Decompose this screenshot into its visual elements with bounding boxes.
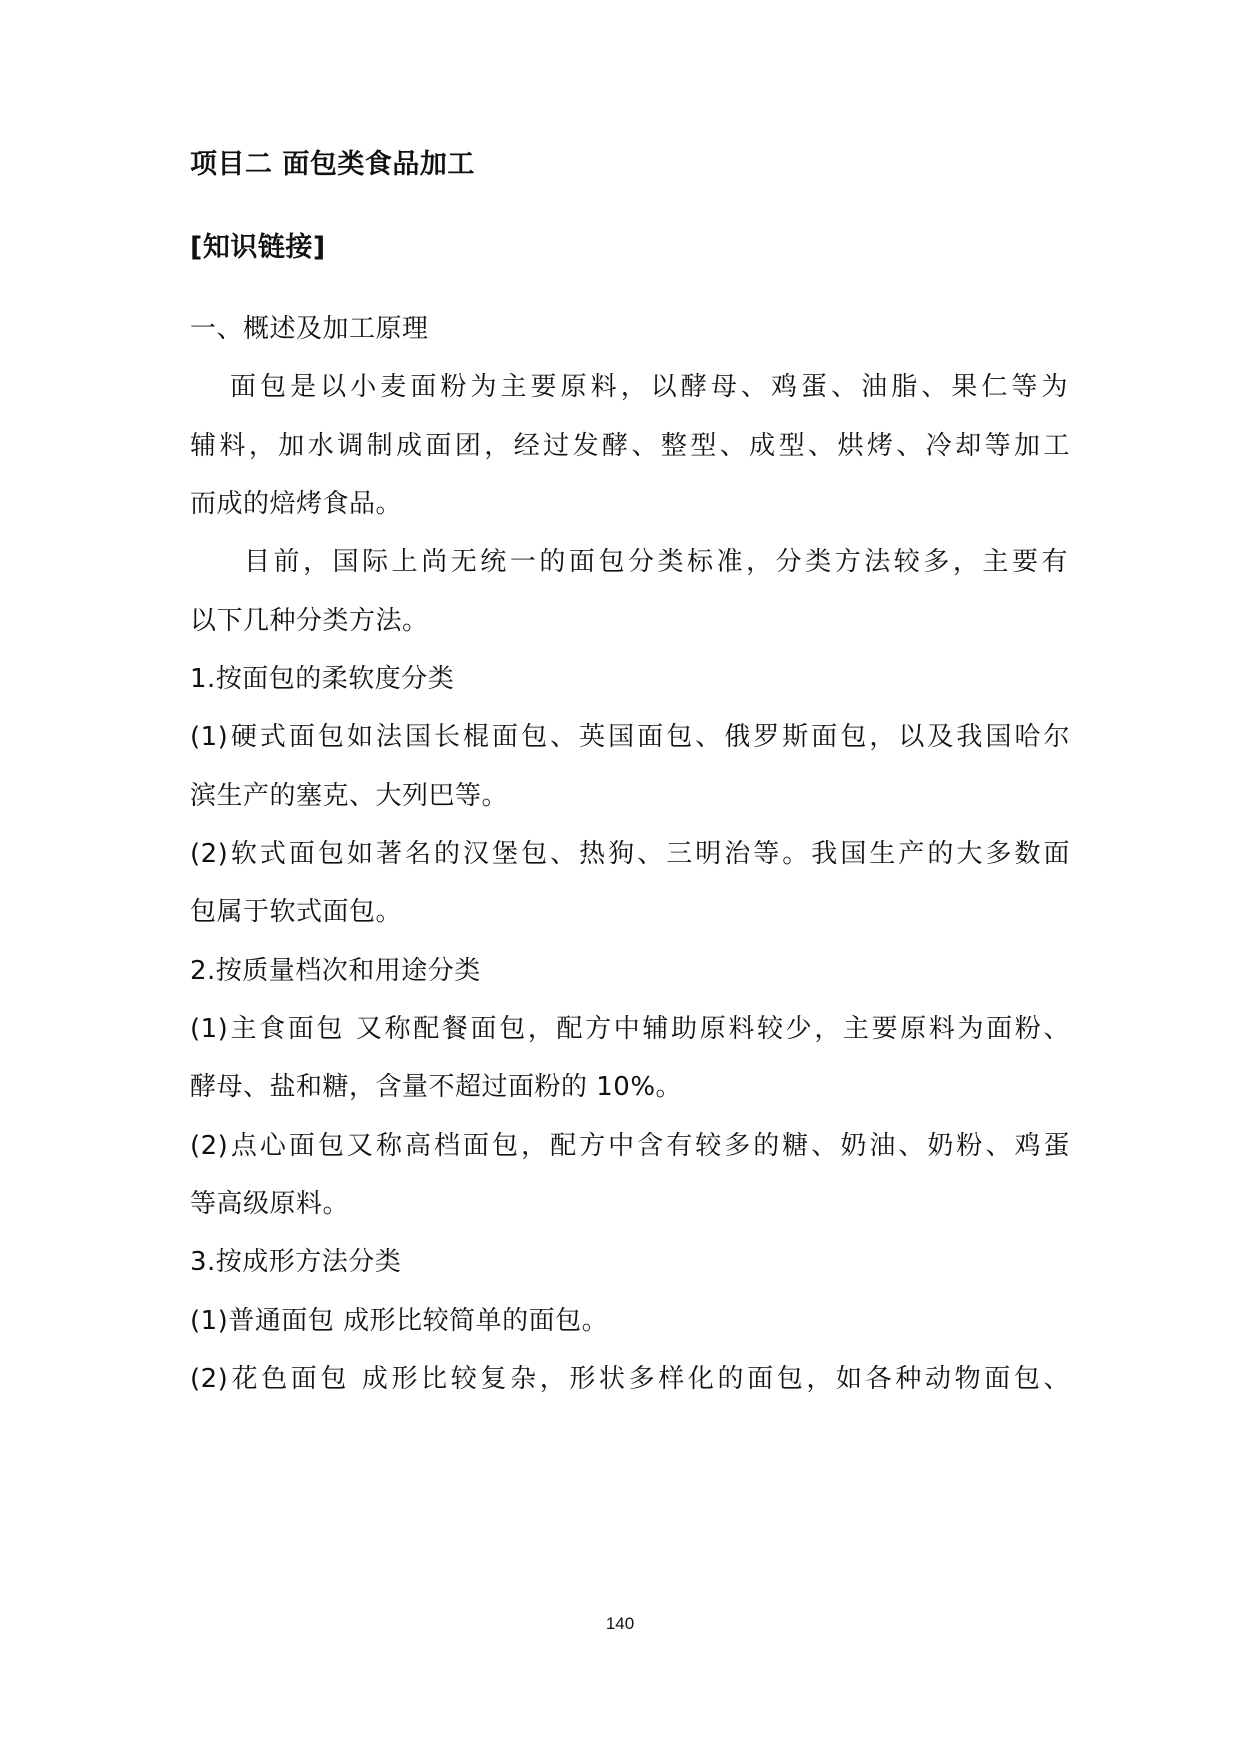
list-item: 滨生产的塞克、大列巴等。 [190,781,509,811]
list-item: 酵母、盐和糖，含量不超过面粉的 10%。 [190,1072,683,1102]
list-item: 包属于软式面包。 [190,897,403,927]
heading-overview: 一、概述及加工原理 [190,314,429,344]
list-item: 等高级原料。 [190,1189,350,1219]
paragraph-line: 目前，国际上尚无统一的面包分类标准，分类方法较多，主要有 [244,547,1068,577]
paragraph-line: 面包是以小麦面粉为主要原料，以酵母、鸡蛋、油脂、果仁等为 [230,372,1068,402]
classification-heading: 2.按质量档次和用途分类 [190,956,481,986]
section-label: [知识链接] [190,232,326,263]
list-item: (2)花色面包 成形比较复杂，形状多样化的面包，如各种动物面包、 [190,1364,1070,1394]
page-number: 140 [605,1614,635,1633]
list-item: (1)硬式面包如法国长棍面包、英国面包、俄罗斯面包，以及我国哈尔 [190,722,1070,752]
list-item: (1)主食面包 又称配餐面包，配方中辅助原料较少，主要原料为面粉、 [190,1014,1070,1044]
chapter-title: 项目二 面包类食品加工 [190,149,475,180]
paragraph-line: 以下几种分类方法。 [190,606,429,636]
list-item: (1)普通面包 成形比较简单的面包。 [190,1306,609,1336]
paragraph-line: 辅料，加水调制成面团，经过发酵、整型、成型、烘烤、冷却等加工 [190,431,1070,461]
paragraph-line: 而成的焙烤食品。 [190,489,403,519]
classification-heading: 1.按面包的柔软度分类 [190,664,455,694]
classification-heading: 3.按成形方法分类 [190,1247,402,1277]
list-item: (2)软式面包如著名的汉堡包、热狗、三明治等。我国生产的大多数面 [190,839,1070,869]
list-item: (2)点心面包又称高档面包，配方中含有较多的糖、奶油、奶粉、鸡蛋 [190,1131,1070,1161]
